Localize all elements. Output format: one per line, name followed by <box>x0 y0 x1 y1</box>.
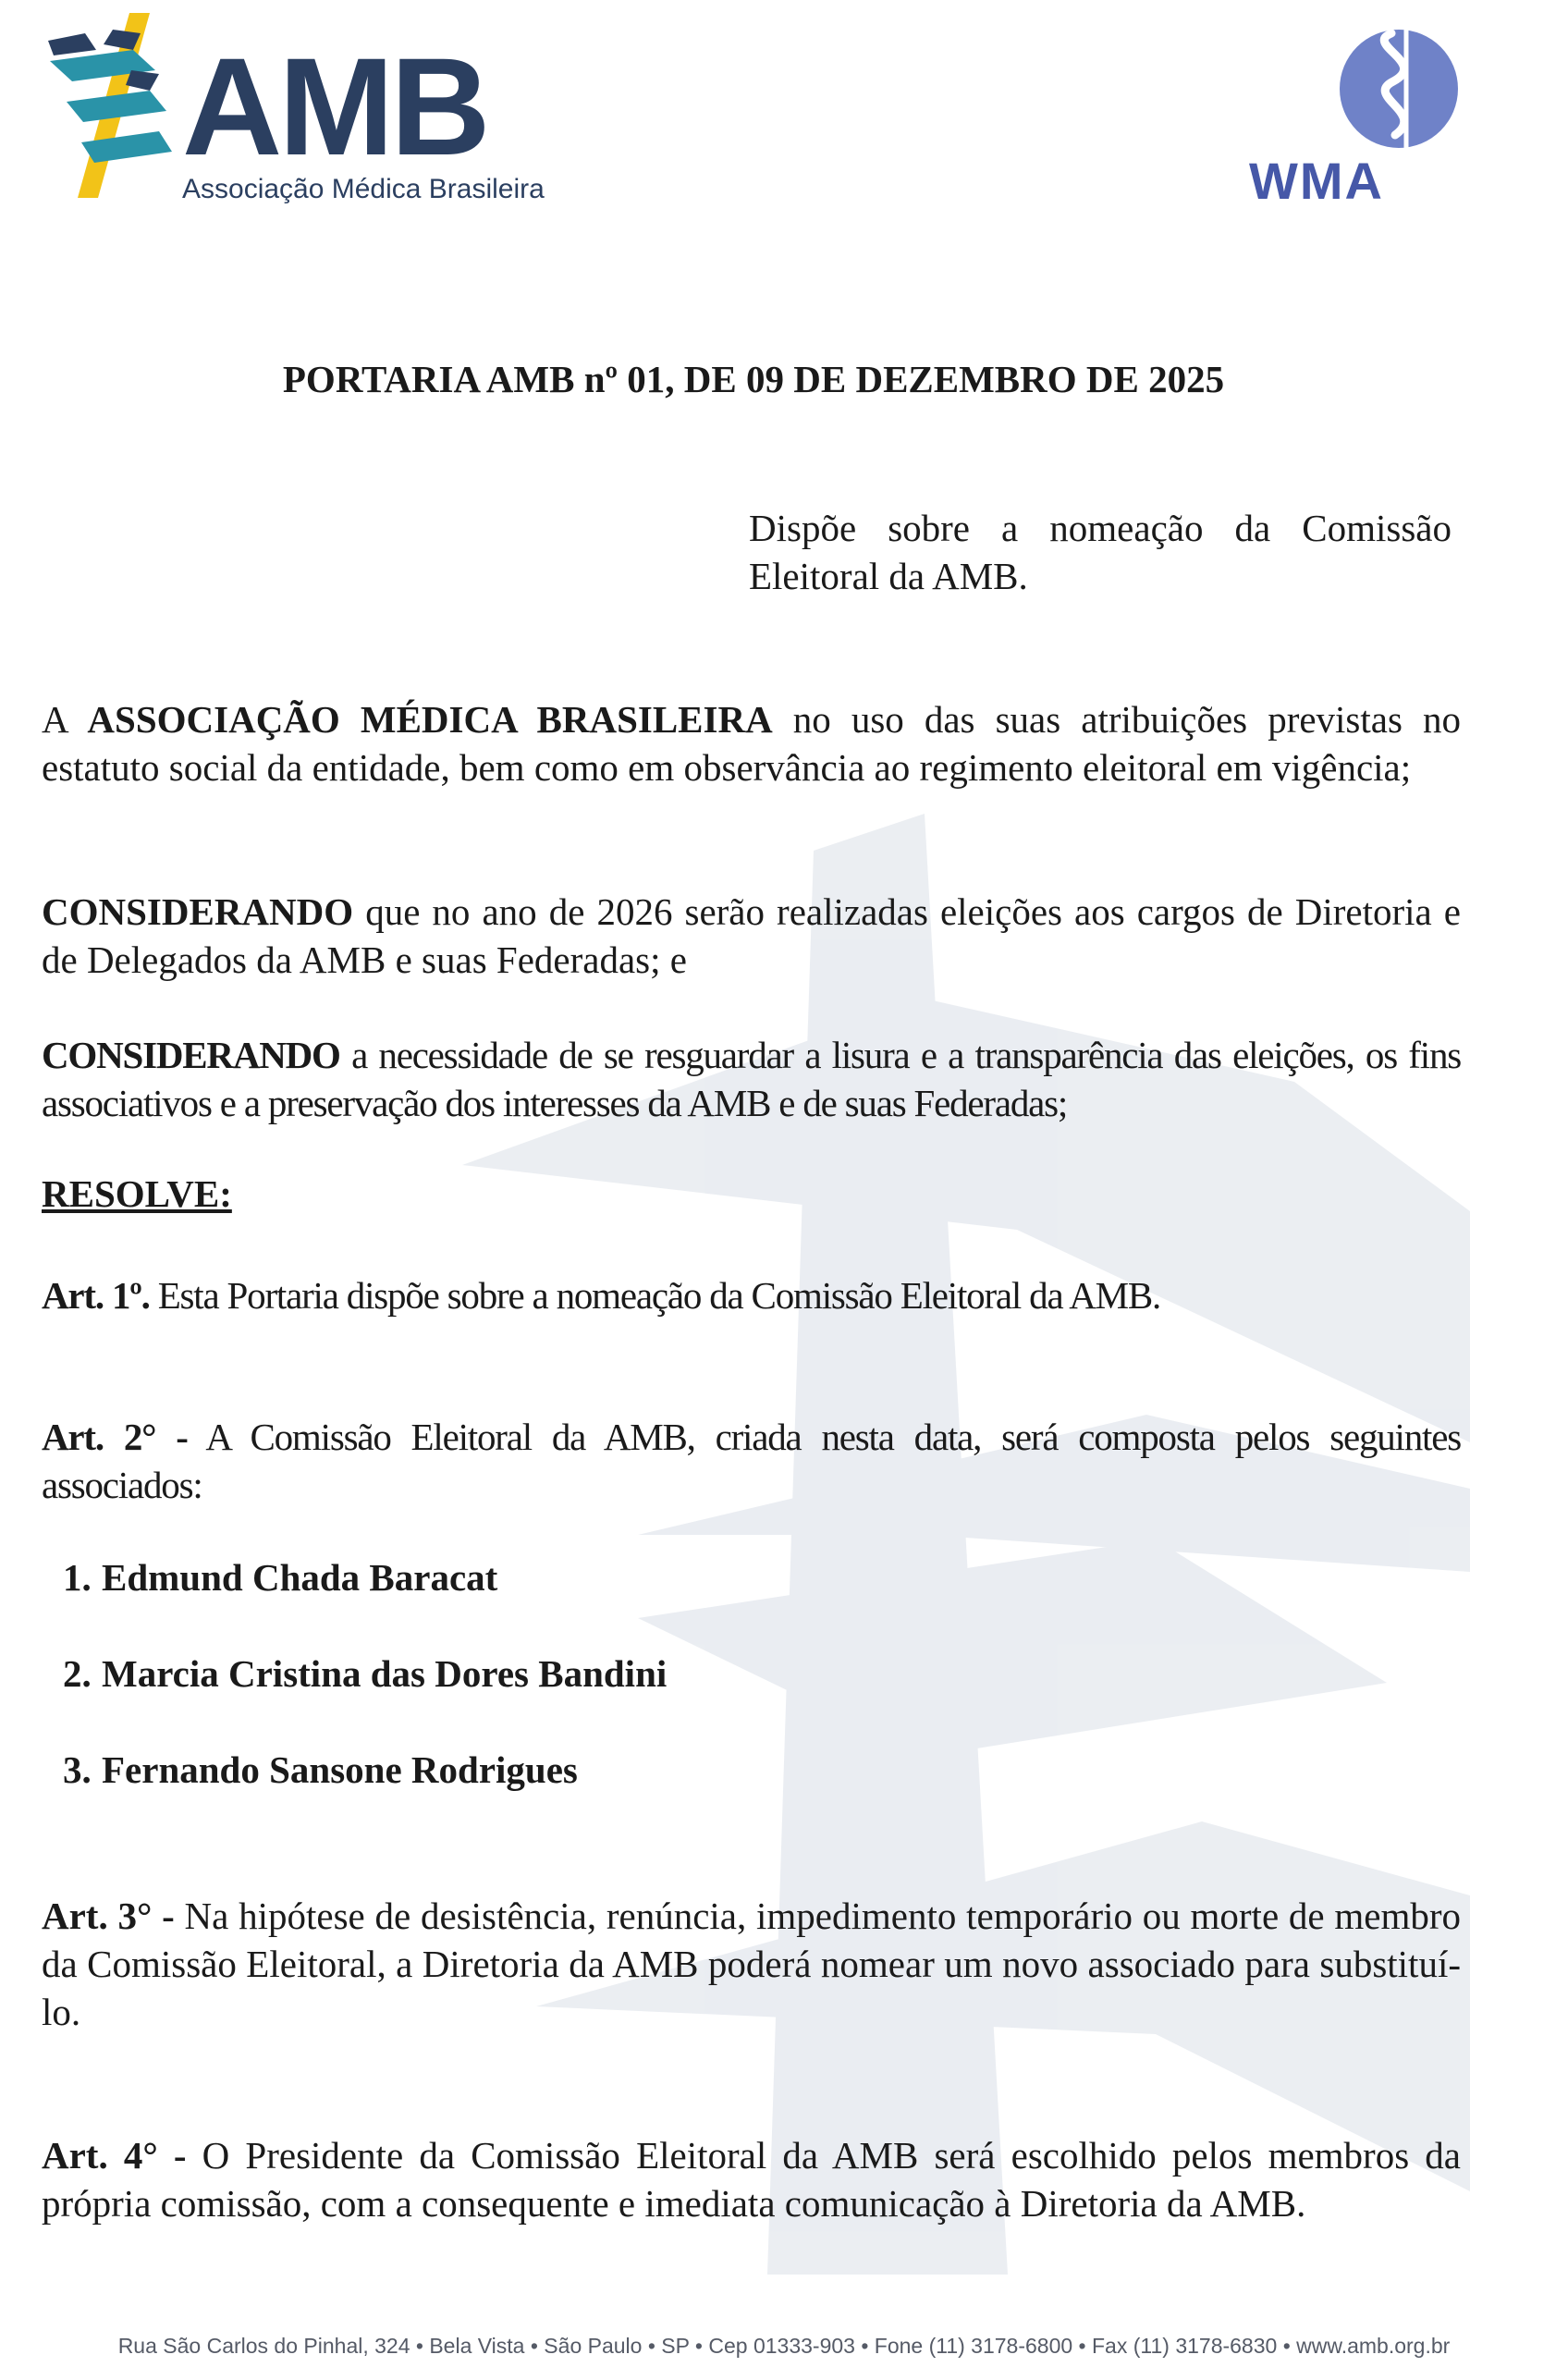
preamble-entity: ASSOCIAÇÃO MÉDICA BRASILEIRA <box>87 698 773 741</box>
globe-snake-icon <box>1327 17 1475 155</box>
article-label: Art. 2° - <box>42 1416 188 1458</box>
wma-logo-acronym: WMA <box>1249 152 1384 210</box>
amb-logo-acronym: AMB <box>182 29 487 184</box>
member-name: Fernando Sansone Rodrigues <box>102 1748 578 1791</box>
amb-logo-name: Associação Médica Brasileira <box>182 174 545 204</box>
article-label: Art. 4° - <box>42 2134 187 2177</box>
article-text: O Presidente da Comissão Eleitoral da AMB será escolhido pelos membros da própria comissão, com a consequente e imediata comunicação à Diretoria da AMB. <box>42 2134 1461 2225</box>
article-text: Esta Portaria dispõe sobre a nomeação da Comissão Eleitoral da AMB. <box>149 1274 1161 1317</box>
list-item <box>63 1553 667 1650</box>
member-name: Marcia Cristina das Dores Bandini <box>102 1652 668 1695</box>
article-label: Art. 3° - <box>42 1895 175 1937</box>
article-2 <box>42 1413 1461 1509</box>
article-1 <box>42 1271 1461 1319</box>
article-3 <box>42 1892 1461 2036</box>
article-4 <box>42 2131 1461 2227</box>
caduceus-icon <box>48 13 178 198</box>
preamble-paragraph <box>42 695 1461 791</box>
considerando-text: que no ano de 2026 serão realizadas eleições aos cargos de Diretoria e de Delegados da AMB e suas Federadas; e <box>42 890 1461 981</box>
member-number: 3. <box>63 1748 92 1791</box>
wma-logo <box>1234 17 1475 211</box>
footer-address: Rua São Carlos do Pinhal, 324 • Bela Vista • São Paulo • SP • Cep 01333-903 • Fone (11) 3178-6800 • Fax (11) 3178-6830 • www.amb.org.br <box>117 2334 1451 2358</box>
article-text: Na hipótese de desistência, renúncia, impedimento temporário ou morte de membro da Comissão Eleitoral, a Diretoria da AMB poderá nomear um novo associado para substituí-lo. <box>42 1895 1461 2033</box>
considerando-paragraph <box>42 1031 1461 1127</box>
member-number: 2. <box>63 1652 92 1695</box>
considerando-label: CONSIDERANDO <box>42 890 354 933</box>
amb-logo <box>48 13 547 204</box>
article-text: A Comissão Eleitoral da AMB, criada nesta data, será composta pelos seguintes associados: <box>42 1416 1461 1506</box>
resolve-heading: RESOLVE: <box>42 1172 232 1215</box>
preamble-intro: A <box>42 698 88 741</box>
portaria-title: PORTARIA AMB nº 01, DE 09 DE DEZEMBRO DE 2025 <box>282 358 1225 400</box>
considerando-text: a necessidade de se resguardar a lisura e a transparência das eleições, os fins associativos e a preservação dos interesses da AMB e de suas Federadas; <box>42 1034 1461 1124</box>
article-label: Art. 1º. <box>42 1274 150 1317</box>
considerando-label: CONSIDERANDO <box>42 1034 340 1076</box>
list-item <box>63 1650 667 1746</box>
members-list <box>63 1553 667 1842</box>
member-number: 1. <box>63 1556 92 1599</box>
list-item <box>63 1746 667 1842</box>
ementa: Dispõe sobre a nomeação da Comissão Eleitoral da AMB. <box>749 507 1452 597</box>
preamble-text: no uso das suas atribuições previstas no estatuto social da entidade, bem como em observância ao regimento eleitoral em vigência; <box>42 698 1461 789</box>
considerando-paragraph <box>42 888 1461 984</box>
member-name: Edmund Chada Baracat <box>102 1556 498 1599</box>
